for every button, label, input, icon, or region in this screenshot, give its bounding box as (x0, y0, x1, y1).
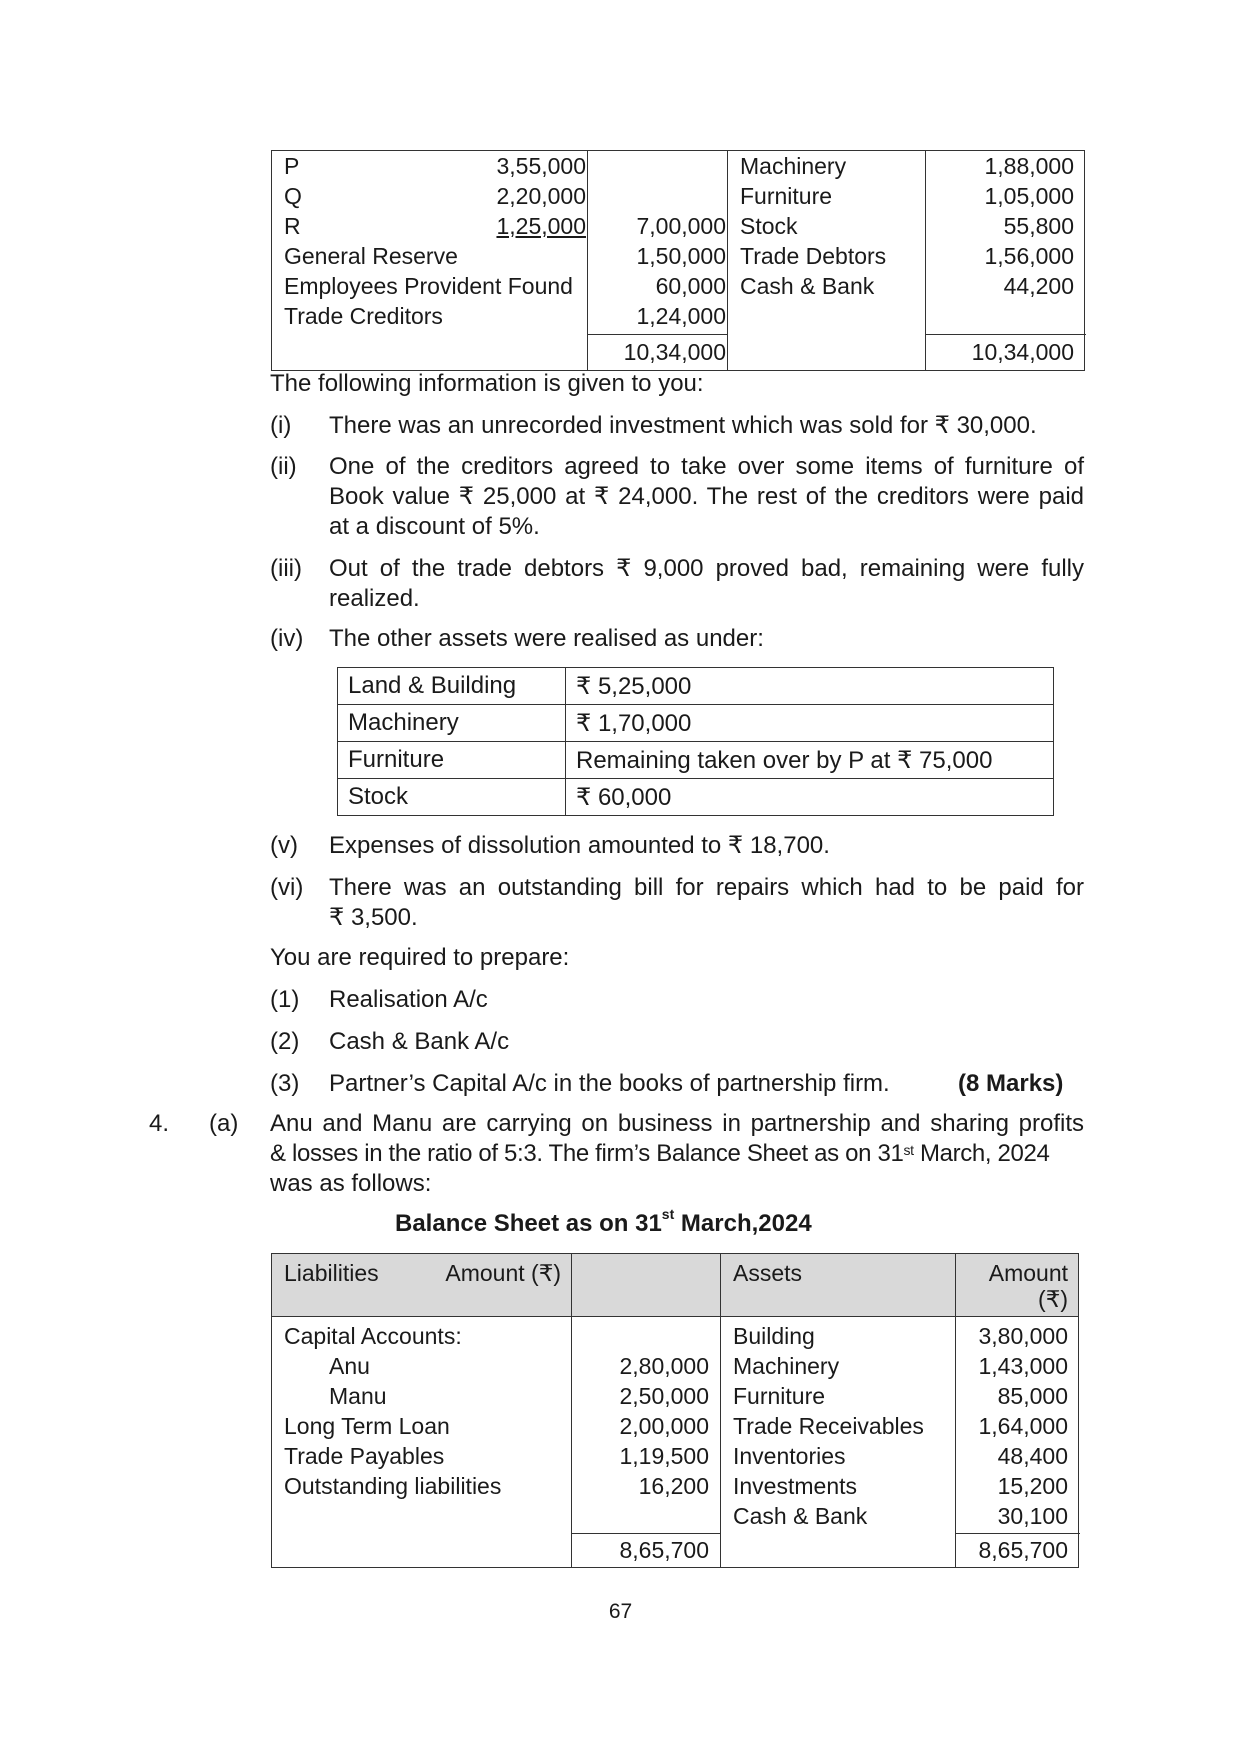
item-line: Book value ₹ 25,000 at ₹ 24,000. The rest of the creditors were paid (329, 483, 1084, 510)
liability-label: Employees Provident Found (284, 273, 573, 299)
item-line: Expenses of dissolution amounted to ₹ 18,700. (329, 832, 830, 859)
asset-row (272, 211, 1084, 241)
asset-row (272, 1411, 1078, 1441)
liability-amount: 7,00,000 (636, 213, 726, 239)
liability-label: Trade Payables (284, 1443, 445, 1469)
balance-sheet-title (395, 1206, 812, 1238)
liability-label: P (284, 153, 300, 179)
item-number: (v) (270, 832, 298, 859)
item-number: (vi) (270, 874, 304, 901)
asset-label: Building (733, 1323, 815, 1349)
item-number: (iii) (270, 555, 302, 582)
realised-asset: Land & Building (338, 668, 566, 705)
asset-amount: 44,200 (1003, 273, 1074, 299)
required-item: Realisation A/c (329, 986, 488, 1013)
liability-label: Manu (329, 1383, 387, 1409)
liability-amount: 16,200 (638, 1473, 709, 1499)
item-text (329, 624, 1084, 654)
liability-amount: 60,000 (655, 273, 726, 299)
realised-value: ₹ 60,000 (566, 779, 1054, 816)
realised-asset: Stock (338, 779, 566, 816)
asset-row (272, 1441, 1078, 1471)
required-intro: You are required to prepare: (270, 944, 570, 971)
liability-amount: 2,80,000 (619, 1353, 709, 1379)
asset-amount: 48,400 (997, 1443, 1068, 1469)
partner-capital: 3,55,000 (496, 153, 586, 179)
table-row (338, 668, 1054, 705)
total-row (272, 1535, 1078, 1565)
title-text: March,2024 (674, 1210, 812, 1237)
header-amount-unit: (₹) (1038, 1286, 1068, 1312)
liability-row (272, 301, 1084, 331)
item-line: Out of the trade debtors ₹ 9,000 proved bad, remaining were fully (329, 555, 1084, 582)
question-line-text: & losses in the ratio of 5:3. The firm’s Balance Sheet as on 31 (270, 1140, 904, 1167)
asset-label: Furniture (740, 183, 833, 209)
asset-row (272, 271, 1084, 301)
item-text (329, 452, 1084, 542)
item-line: One of the creditors agreed to take over some items of furniture of (329, 453, 1084, 480)
liability-label: R (284, 213, 301, 239)
total-rule (588, 334, 728, 335)
question-line: was as follows: (270, 1170, 432, 1197)
asset-row (272, 181, 1084, 211)
asset-amount: 55,800 (1003, 213, 1074, 239)
header-amount: Amount (₹) (445, 1260, 561, 1286)
asset-amount: 1,56,000 (984, 243, 1074, 269)
liability-label: General Reserve (284, 243, 458, 269)
balance-sheet-continued (271, 150, 1085, 371)
asset-label: Trade Debtors (740, 243, 887, 269)
realised-asset: Furniture (338, 742, 566, 779)
asset-row (272, 1351, 1078, 1381)
table-row (338, 705, 1054, 742)
required-number: (3) (270, 1070, 300, 1097)
total-assets: 8,65,700 (978, 1537, 1068, 1563)
liability-amount: 2,50,000 (619, 1383, 709, 1409)
item-line: There was an outstanding bill for repairs which had to be paid for (329, 874, 1084, 901)
ordinal-suffix: st (903, 1142, 914, 1158)
liability-label: Anu (329, 1353, 370, 1379)
total-rule (956, 1533, 1080, 1534)
table-row (338, 779, 1054, 816)
asset-row (272, 151, 1084, 181)
page-number: 67 (608, 1600, 633, 1623)
realised-asset: Machinery (338, 705, 566, 742)
realised-value: ₹ 5,25,000 (566, 668, 1054, 705)
total-rule (926, 334, 1086, 335)
asset-label: Cash & Bank (733, 1503, 868, 1529)
liability-amount: 1,19,500 (619, 1443, 709, 1469)
liability-label: Trade Creditors (284, 303, 443, 329)
item-number: (iv) (270, 625, 304, 652)
asset-label: Machinery (733, 1353, 840, 1379)
asset-row (272, 1471, 1078, 1501)
item-line: There was an unrecorded investment which was sold for ₹ 30,000. (329, 412, 1037, 439)
total-rule (572, 1533, 721, 1534)
asset-label: Stock (740, 213, 798, 239)
required-number: (1) (270, 986, 300, 1013)
item-number: (ii) (270, 453, 297, 480)
total-liabilities: 8,65,700 (619, 1537, 709, 1563)
asset-amount: 3,80,000 (978, 1323, 1068, 1349)
table-row (338, 742, 1054, 779)
question-part: (a) (209, 1110, 239, 1137)
asset-amount: 15,200 (997, 1473, 1068, 1499)
asset-label: Investments (733, 1473, 857, 1499)
liability-label: Long Term Loan (284, 1413, 450, 1439)
asset-row (272, 1501, 1078, 1531)
item-text (329, 831, 1084, 861)
header-assets: Assets (733, 1260, 803, 1286)
item-text (329, 554, 1084, 614)
asset-amount: 1,05,000 (984, 183, 1074, 209)
liability-label: Q (284, 183, 302, 209)
asset-amount: 1,43,000 (978, 1353, 1068, 1379)
item-line: realized. (329, 585, 420, 612)
ordinal-suffix: st (661, 1206, 675, 1222)
realised-value: Remaining taken over by P at ₹ 75,000 (566, 742, 1054, 779)
total-liabilities: 10,34,000 (623, 339, 726, 365)
asset-amount: 1,64,000 (978, 1413, 1068, 1439)
asset-amount: 30,100 (997, 1503, 1068, 1529)
info-intro: The following information is given to you: (270, 370, 704, 397)
realisation-table (337, 667, 1054, 816)
realised-value: ₹ 1,70,000 (566, 705, 1054, 742)
item-text (329, 411, 1084, 441)
item-number: (i) (270, 412, 292, 439)
liability-label: Capital Accounts: (284, 1323, 462, 1349)
required-item: Partner’s Capital A/c in the books of partnership firm. (329, 1070, 890, 1097)
partner-capital: 1,25,000 (496, 213, 586, 239)
question-line: Anu and Manu are carrying on business in partnership and sharing profits (270, 1110, 1084, 1137)
asset-label: Machinery (740, 153, 847, 179)
total-assets: 10,34,000 (971, 339, 1074, 365)
balance-sheet-table (271, 1253, 1079, 1568)
question-line (270, 1139, 1084, 1169)
liability-amount: 1,24,000 (636, 303, 726, 329)
required-number: (2) (270, 1028, 300, 1055)
question-text (270, 1109, 1084, 1199)
liability-label: Outstanding liabilities (284, 1473, 502, 1499)
marks-badge: (8 Marks) (958, 1070, 1064, 1097)
required-item: Cash & Bank A/c (329, 1028, 510, 1055)
item-line: ₹ 3,500. (329, 904, 418, 931)
partner-capital: 2,20,000 (496, 183, 586, 209)
question-line-text: March, 2024 (913, 1140, 1050, 1167)
item-line: at a discount of 5%. (329, 513, 540, 540)
asset-amount: 1,88,000 (984, 153, 1074, 179)
asset-label: Trade Receivables (733, 1413, 924, 1439)
asset-row (272, 1381, 1078, 1411)
item-line: The other assets were realised as under: (329, 625, 764, 652)
liability-amount: 1,50,000 (636, 243, 726, 269)
header-liabilities: Liabilities (284, 1260, 379, 1286)
header-amount: Amount (988, 1260, 1068, 1286)
liability-amount: 2,00,000 (619, 1413, 709, 1439)
asset-row (272, 241, 1084, 271)
asset-label: Cash & Bank (740, 273, 875, 299)
asset-amount: 85,000 (997, 1383, 1068, 1409)
item-text (329, 873, 1084, 933)
title-text: Balance Sheet as on 31 (395, 1210, 662, 1237)
total-row (272, 337, 1084, 367)
asset-label: Furniture (733, 1383, 826, 1409)
question-number: 4. (149, 1110, 170, 1137)
asset-row (272, 1321, 1078, 1351)
asset-label: Inventories (733, 1443, 846, 1469)
